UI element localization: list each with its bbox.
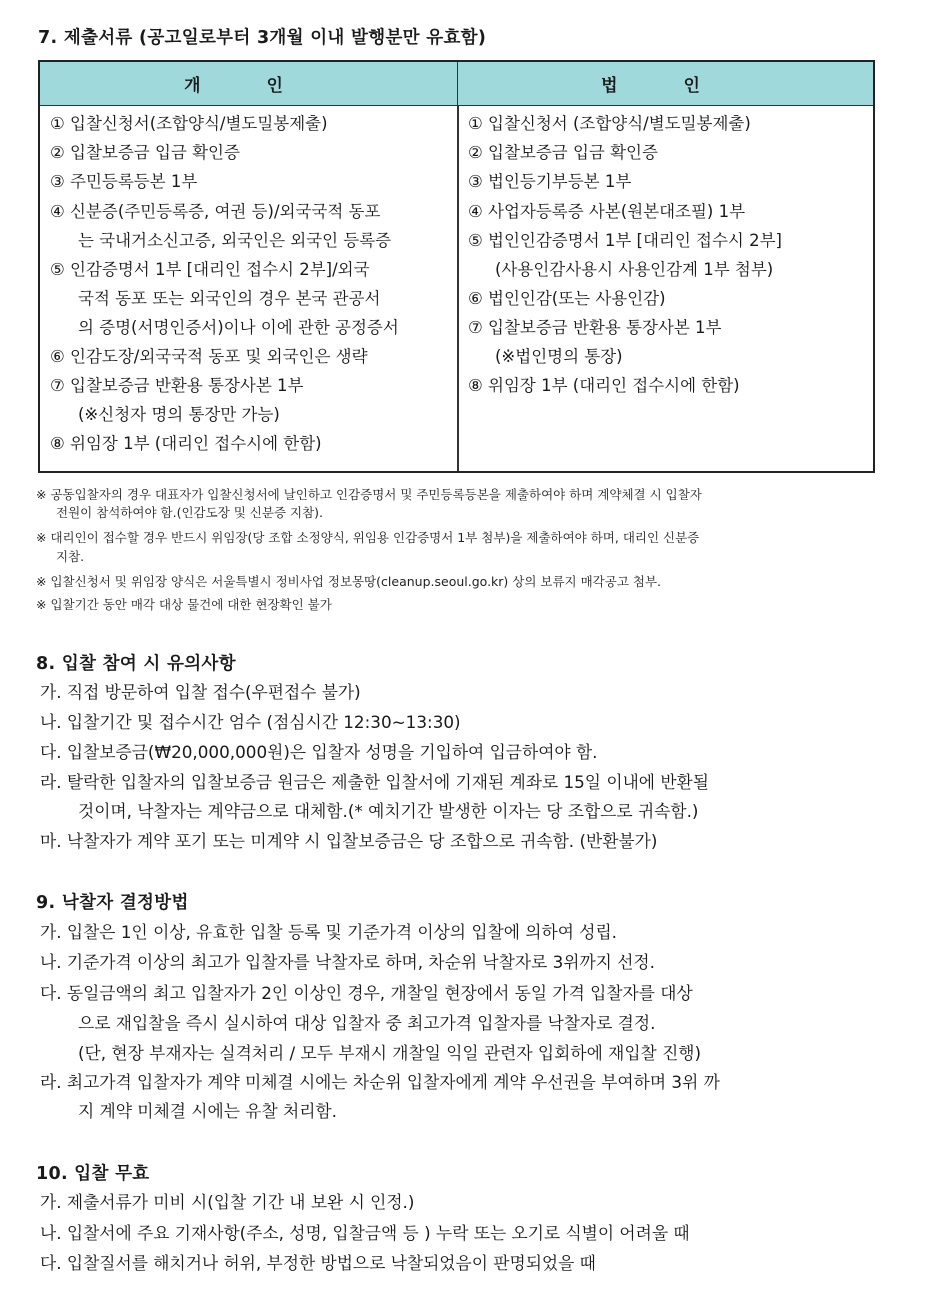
table-divider bbox=[457, 106, 459, 471]
corporate-line: (사용인감사용시 사용인감계 1부 첨부) bbox=[495, 260, 774, 279]
individual-line: ⑤ 인감증명서 1부 [대리인 접수시 2부]/외국 bbox=[50, 260, 370, 279]
corporate-line: ③ 법인등기부등본 1부 bbox=[468, 172, 632, 191]
individual-header: 개 인 bbox=[40, 62, 458, 106]
individual-line: 국적 동포 또는 외국인의 경우 본국 관공서 bbox=[78, 289, 381, 308]
note-line: 전원이 참석하여야 함.(인감도장 및 신분증 지참). bbox=[56, 505, 323, 520]
section-8-line: 나. 입찰기간 및 접수시간 엄수 (점심시간 12:30~13:30) bbox=[40, 712, 461, 732]
section-9-line: 지 계약 미체결 시에는 유찰 처리함. bbox=[78, 1101, 337, 1121]
individual-line: ③ 주민등록등본 1부 bbox=[50, 172, 198, 191]
corporate-line: ② 입찰보증금 입금 확인증 bbox=[468, 143, 658, 162]
section-9-line: 으로 재입찰을 즉시 실시하여 대상 입찰자 중 최고가격 입찰자를 낙찰자로 결정. bbox=[78, 1013, 656, 1033]
individual-line: ② 입찰보증금 입금 확인증 bbox=[50, 143, 240, 162]
individual-line: 는 국내거소신고증, 외국인은 외국인 등록증 bbox=[78, 231, 392, 250]
section-8-line: 것이며, 낙찰자는 계약금으로 대체함.(* 예치기간 발생한 이자는 당 조합으로 귀속함.) bbox=[78, 801, 699, 821]
section-8-title: 8. 입찰 참여 시 유의사항 bbox=[36, 654, 236, 674]
section-8-line: 가. 직접 방문하여 입찰 접수(우편접수 불가) bbox=[40, 682, 361, 702]
section-10-line: 나. 입찰서에 주요 기재사항(주소, 성명, 입찰금액 등 ) 누락 또는 오기로 식별이 어려울 때 bbox=[40, 1223, 690, 1243]
corporate-header: 법 인 bbox=[458, 62, 873, 106]
individual-line: 의 증명(서명인증서)이나 이에 관한 공정증서 bbox=[78, 318, 399, 337]
section-8-line: 다. 입찰보증금(₩20,000,000원)은 입찰자 성명을 기입하여 입금하여야 함. bbox=[40, 742, 598, 762]
section-9-title: 9. 낙찰자 결정방법 bbox=[36, 893, 189, 913]
individual-line: (※신청자 명의 통장만 가능) bbox=[78, 405, 280, 424]
corporate-line: ⑦ 입찰보증금 반환용 통장사본 1부 bbox=[468, 318, 722, 337]
corporate-line: ① 입찰신청서 (조합양식/별도밀봉제출) bbox=[468, 114, 751, 133]
section-8-line: 라. 탈락한 입찰자의 입찰보증금 원금은 제출한 입찰서에 기재된 계좌로 15일 이내에 반환될 bbox=[40, 772, 709, 792]
corporate-line: ⑤ 법인인감증명서 1부 [대리인 접수시 2부] bbox=[468, 231, 782, 250]
individual-line: ⑥ 인감도장/외국국적 동포 및 외국인은 생략 bbox=[50, 347, 368, 366]
note-line: ※ 대리인이 접수할 경우 반드시 위임장(당 조합 소정양식, 위임용 인감증명서 1부 첨부)을 제출하여야 하며, 대리인 신분증 bbox=[36, 530, 700, 545]
individual-line: ⑦ 입찰보증금 반환용 통장사본 1부 bbox=[50, 376, 304, 395]
submission-documents-table bbox=[38, 60, 875, 473]
corporate-line: ⑥ 법인인감(또는 사용인감) bbox=[468, 289, 666, 308]
section-7-title: 7. 제출서류 (공고일로부터 3개월 이내 발행분만 유효함) bbox=[38, 28, 487, 48]
section-8-line: 마. 낙찰자가 계약 포기 또는 미계약 시 입찰보증금은 당 조합으로 귀속함. (반환불가) bbox=[40, 831, 658, 851]
corporate-line: ④ 사업자등록증 사본(원본대조필) 1부 bbox=[468, 202, 746, 221]
corporate-line: ⑧ 위임장 1부 (대리인 접수시에 한함) bbox=[468, 376, 740, 395]
section-9-line: 다. 동일금액의 최고 입찰자가 2인 이상인 경우, 개찰일 현장에서 동일 가격 입찰자를 대상 bbox=[40, 983, 693, 1003]
note-line: ※ 입찰기간 동안 매각 대상 물건에 대한 현장확인 불가 bbox=[36, 597, 332, 612]
note-line: ※ 공동입찰자의 경우 대표자가 입찰신청서에 날인하고 인감증명서 및 주민등록등본을 제출하여야 하며 계약체결 시 입찰자 bbox=[36, 487, 702, 502]
individual-line: ④ 신분증(주민등록증, 여권 등)/외국국적 동포 bbox=[50, 202, 381, 221]
section-10-title: 10. 입찰 무효 bbox=[36, 1164, 150, 1184]
section-10-line: 가. 제출서류가 미비 시(입찰 기간 내 보완 시 인정.) bbox=[40, 1192, 415, 1212]
section-9-line: 나. 기준가격 이상의 최고가 입찰자를 낙찰자로 하며, 차순위 낙찰자로 3위까지 선정. bbox=[40, 952, 655, 972]
section-9-line: 라. 최고가격 입찰자가 계약 미체결 시에는 차순위 입찰자에게 계약 우선권을 부여하며 3위 까 bbox=[40, 1072, 720, 1092]
corporate-line: (※법인명의 통장) bbox=[495, 347, 623, 366]
note-line: ※ 입찰신청서 및 위임장 양식은 서울특별시 정비사업 정보몽땅(cleanup.seoul.go.kr) 상의 보류지 매각공고 첨부. bbox=[36, 574, 661, 589]
section-10-line: 다. 입찰질서를 해치거나 허위, 부정한 방법으로 낙찰되었음이 판명되었을 때 bbox=[40, 1253, 596, 1273]
section-9-line: (단, 현장 부재자는 실격처리 / 모두 부재시 개찰일 익일 관련자 입회하에 재입찰 진행) bbox=[78, 1043, 702, 1063]
individual-line: ⑧ 위임장 1부 (대리인 접수시에 한함) bbox=[50, 434, 322, 453]
section-9-line: 가. 입찰은 1인 이상, 유효한 입찰 등록 및 기준가격 이상의 입찰에 의하여 성립. bbox=[40, 922, 618, 942]
note-line: 지참. bbox=[56, 549, 85, 564]
individual-line: ① 입찰신청서(조합양식/별도밀봉제출) bbox=[50, 114, 328, 133]
